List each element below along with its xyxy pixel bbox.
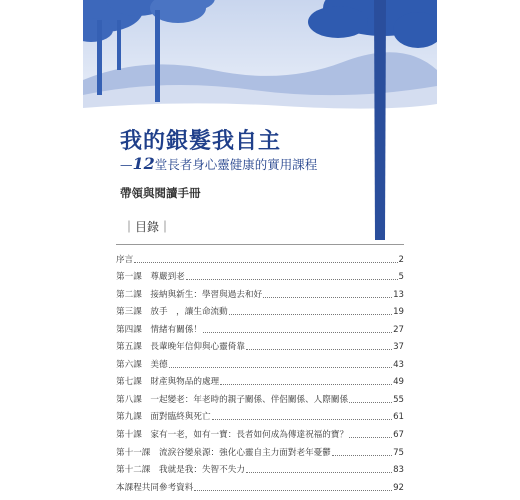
toc-entry[interactable]: 第十一課 流淚谷變泉源：強化心靈自主力面對老年憂鬱 75 xyxy=(116,447,404,458)
tree-trunk-icon xyxy=(370,0,390,240)
toc-entry[interactable]: 本課程共同參考資料 92 xyxy=(116,482,404,493)
book-page xyxy=(83,0,437,500)
toc-entry[interactable]: 第三課 放手 ，讓生命流動 19 xyxy=(116,307,404,318)
toc-divider xyxy=(116,244,404,245)
toc-entry[interactable]: 第四課 情緒有關係！ 27 xyxy=(116,324,404,335)
toc-entry[interactable]: 第一課 尊嚴到老 5 xyxy=(116,272,404,283)
toc-entry[interactable]: 第十二課 我就是我：失智不失力 83 xyxy=(116,465,404,476)
toc-entry[interactable]: 第十課 家有一老，如有一寶：長者如何成為傳達祝福的寶？ 67 xyxy=(116,430,404,441)
toc-entry[interactable]: 第八課 一起變老：年老時的親子關係、伴侶關係、人際關係 55 xyxy=(116,394,404,405)
toc-entry[interactable]: 序言 2 xyxy=(116,254,404,265)
handbook-label: 帶領與閱讀手冊 xyxy=(120,186,201,200)
toc-entry[interactable]: 第九課 面對臨終與死亡 61 xyxy=(116,412,404,423)
book-subtitle xyxy=(120,154,317,173)
subtitle-dash: — xyxy=(120,157,133,172)
toc-entry[interactable]: 第七課 財產與物品的處理 49 xyxy=(116,377,404,388)
book-title: 我的銀髮我自主 xyxy=(120,128,282,154)
toc-heading: ｜目錄｜ xyxy=(123,220,172,234)
table-of-contents xyxy=(116,247,404,493)
toc-entry[interactable]: 第五課 長輩晚年信仰與心靈倚靠 37 xyxy=(116,342,404,353)
subtitle-number: 12 xyxy=(132,154,155,173)
toc-entry[interactable]: 第六課 美德 43 xyxy=(116,359,404,370)
subtitle-text: 堂長者身心靈健康的實用課程 xyxy=(154,157,318,172)
toc-entry[interactable]: 第二課 接納與新生：學習與過去和好 13 xyxy=(116,289,404,300)
